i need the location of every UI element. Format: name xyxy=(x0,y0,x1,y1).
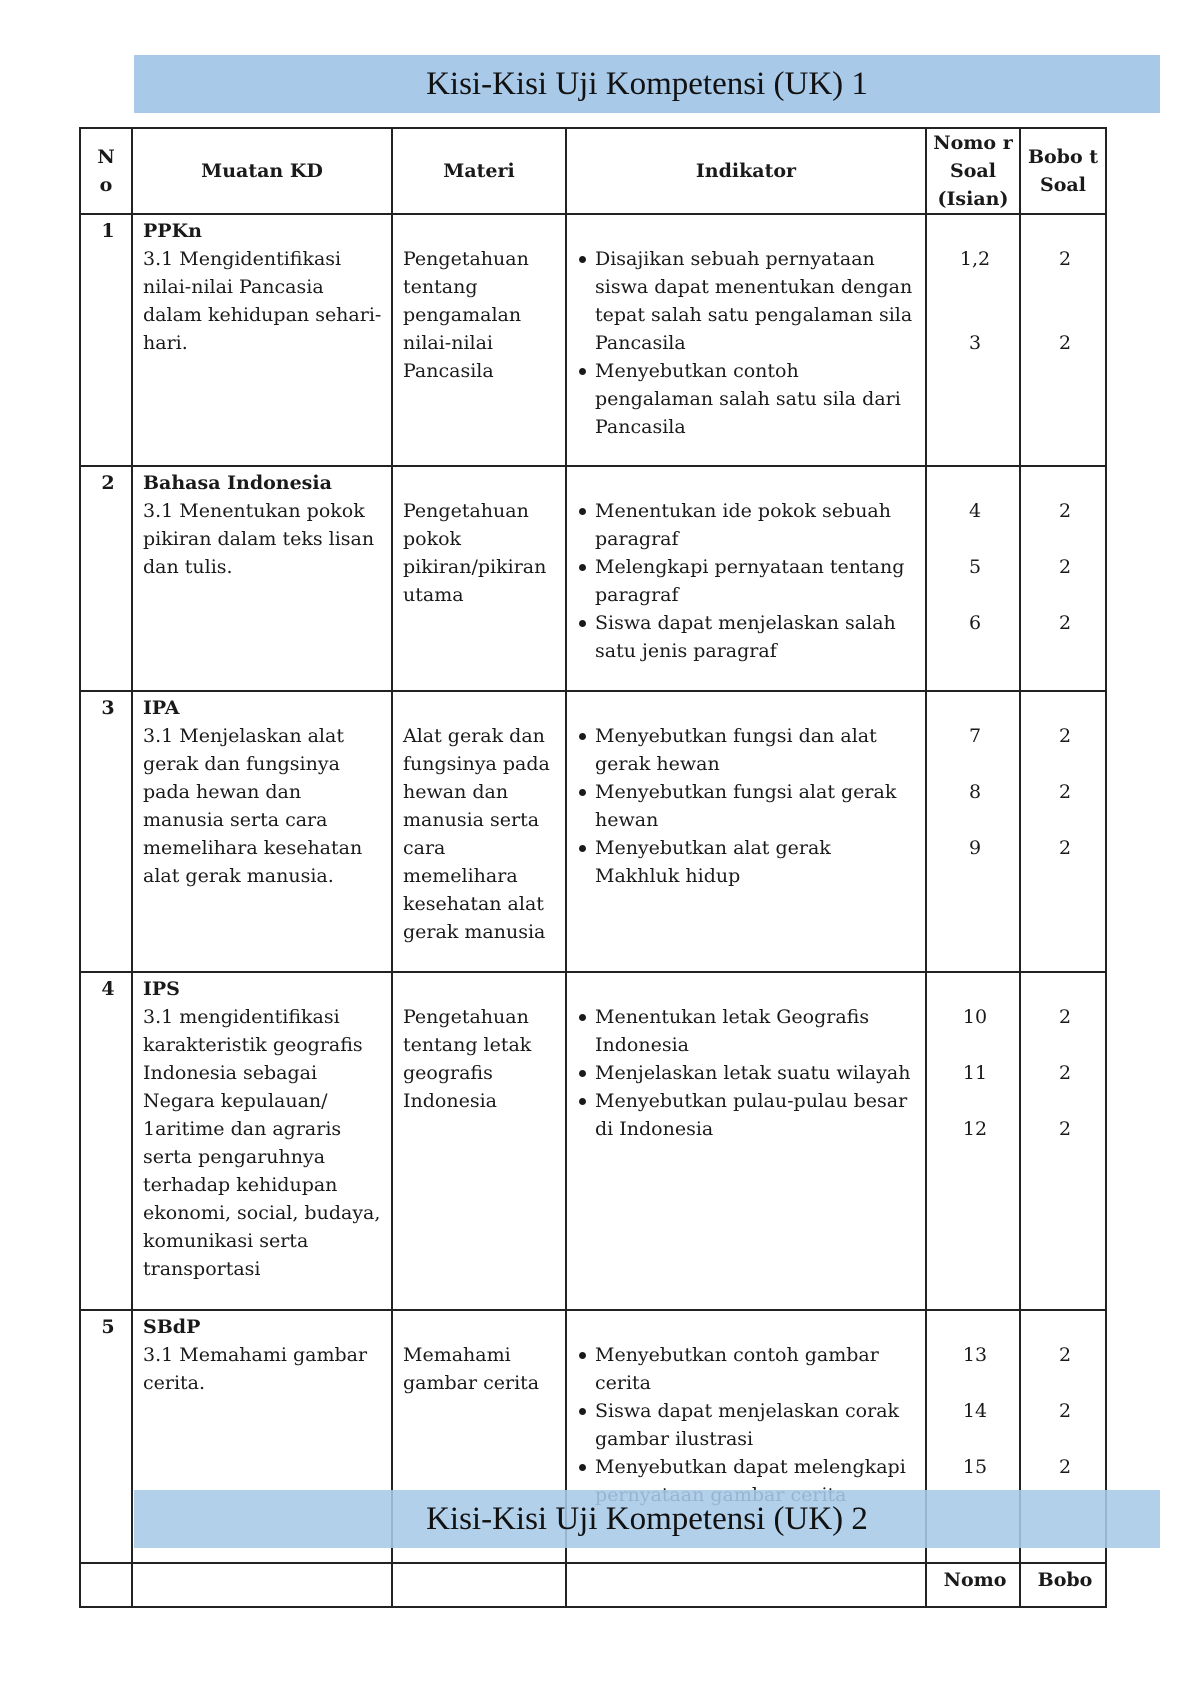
nomor-soal-value: 1,2 xyxy=(959,248,991,270)
nomor-soal-value: 4 xyxy=(968,500,982,522)
nomor-soal-value: 8 xyxy=(968,781,982,803)
indikator-list xyxy=(577,722,919,890)
bobot-soal-value: 2 xyxy=(1058,1062,1072,1084)
next-page-header-row xyxy=(80,1563,1106,1607)
subject-name: Bahasa Indonesia xyxy=(143,472,332,494)
indikator-item: Menentukan ide pokok sebuah paragraf xyxy=(577,497,919,553)
materi-text: Pengetahuan tentang pengamalan nilai-nilai Pancasila xyxy=(403,248,529,382)
bobot-soal-value: 2 xyxy=(1058,1456,1072,1478)
row-number: 1 xyxy=(80,214,132,466)
muatan-kd-cell xyxy=(132,466,392,691)
indikator-item: Menyebutkan contoh pengalaman salah satu sila dari Pancasila xyxy=(577,357,919,441)
table-row xyxy=(80,214,1106,466)
materi-text: Memahami gambar cerita xyxy=(403,1344,540,1394)
subject-name: PPKn xyxy=(143,220,202,242)
header-indikator: Indikator xyxy=(566,128,926,214)
materi-cell xyxy=(392,214,566,466)
table-header-row xyxy=(80,128,1106,214)
bobot-soal-value: 2 xyxy=(1058,725,1072,747)
nomor-soal-cell xyxy=(926,972,1020,1310)
indikator-item: Menjelaskan letak suatu wilayah xyxy=(577,1059,919,1087)
indikator-cell xyxy=(566,691,926,972)
indikator-list xyxy=(577,1341,919,1509)
kisi-kisi-table xyxy=(79,127,1107,1608)
next-header-nomor: Nomo xyxy=(926,1563,1020,1607)
nomor-soal-value: 9 xyxy=(968,837,982,859)
indikator-item: Menyebutkan alat gerak Makhluk hidup xyxy=(577,834,919,890)
indikator-cell xyxy=(566,972,926,1310)
bobot-soal-value: 2 xyxy=(1058,248,1072,270)
muatan-kd-cell xyxy=(132,691,392,972)
subject-name: IPS xyxy=(143,978,180,1000)
nomor-soal-value: 13 xyxy=(962,1344,988,1366)
materi-text: Pengetahuan tentang letak geografis Indonesia xyxy=(403,1006,532,1112)
table-row xyxy=(80,691,1106,972)
indikator-cell xyxy=(566,466,926,691)
indikator-list xyxy=(577,1003,919,1143)
row-number: 5 xyxy=(80,1310,132,1563)
bobot-soal-cell xyxy=(1020,691,1106,972)
bobot-soal-cell xyxy=(1020,466,1106,691)
indikator-list xyxy=(577,497,919,665)
kd-description: 3.1 mengidentifikasi karakteristik geografis Indonesia sebagai Negara kepulauan/ 1aritime dan agraris serta pengaruhnya terhadap kehidupan ekonomi, social, budaya, komunikasi serta transportasi xyxy=(143,1006,381,1280)
row-number: 4 xyxy=(80,972,132,1310)
indikator-item: Siswa dapat menjelaskan salah satu jenis paragraf xyxy=(577,609,919,665)
kd-description: 3.1 Mengidentifikasi nilai-nilai Pancasia dalam kehidupan sehari-hari. xyxy=(143,248,382,354)
nomor-soal-value: 3 xyxy=(968,332,982,354)
row-number: 2 xyxy=(80,466,132,691)
nomor-soal-value: 6 xyxy=(968,612,982,634)
header-bobot-soal: Bobo t Soal xyxy=(1020,128,1106,214)
header-nomor-soal: Nomo r Soal (Isian) xyxy=(926,128,1020,214)
bobot-soal-value: 2 xyxy=(1058,1400,1072,1422)
bobot-soal-value: 2 xyxy=(1058,781,1072,803)
nomor-soal-value: 12 xyxy=(962,1118,988,1140)
bobot-soal-value: 2 xyxy=(1058,1006,1072,1028)
indikator-item: Melengkapi pernyataan tentang paragraf xyxy=(577,553,919,609)
bobot-soal-value: 2 xyxy=(1058,1344,1072,1366)
kd-description: 3.1 Memahami gambar cerita. xyxy=(143,1344,368,1394)
bobot-soal-value: 2 xyxy=(1058,556,1072,578)
bobot-soal-value: 2 xyxy=(1058,837,1072,859)
indikator-item: Siswa dapat menjelaskan corak gambar ilustrasi xyxy=(577,1397,919,1453)
bobot-soal-value: 2 xyxy=(1058,612,1072,634)
indikator-item: Menyebutkan pulau-pulau besar di Indonesia xyxy=(577,1087,919,1143)
materi-cell xyxy=(392,972,566,1310)
indikator-item: Disajikan sebuah pernyataan siswa dapat menentukan dengan tepat salah satu pengalaman sila Pancasila xyxy=(577,245,919,357)
row-number: 3 xyxy=(80,691,132,972)
table-row xyxy=(80,466,1106,691)
nomor-soal-value: 10 xyxy=(962,1006,988,1028)
page-title-uk1: Kisi-Kisi Uji Kompetensi (UK) 1 xyxy=(134,55,1160,113)
indikator-list xyxy=(577,245,919,441)
materi-cell xyxy=(392,466,566,691)
bobot-soal-value: 2 xyxy=(1058,1118,1072,1140)
indikator-cell xyxy=(566,214,926,466)
indikator-item: Menentukan letak Geografis Indonesia xyxy=(577,1003,919,1059)
kd-description: 3.1 Menentukan pokok pikiran dalam teks lisan dan tulis. xyxy=(143,500,375,578)
nomor-soal-value: 15 xyxy=(962,1456,988,1478)
indikator-item: Menyebutkan fungsi alat gerak hewan xyxy=(577,778,919,834)
table-row xyxy=(80,972,1106,1310)
materi-text: Pengetahuan pokok pikiran/pikiran utama xyxy=(403,500,547,606)
page-title-uk2: Kisi-Kisi Uji Kompetensi (UK) 2 xyxy=(134,1490,1160,1548)
bobot-soal-value: 2 xyxy=(1058,332,1072,354)
header-no: N o xyxy=(80,128,132,214)
bobot-soal-value: 2 xyxy=(1058,500,1072,522)
nomor-soal-cell xyxy=(926,214,1020,466)
nomor-soal-value: 11 xyxy=(962,1062,988,1084)
indikator-item: Menyebutkan dapat melengkapi xyxy=(577,1453,919,1509)
nomor-soal-value: 14 xyxy=(962,1400,988,1422)
next-header-bobot: Bobo xyxy=(1020,1563,1106,1607)
materi-text: Alat gerak dan fungsinya pada hewan dan manusia serta cara memelihara kesehatan alat gerak manusia xyxy=(403,725,550,943)
kd-description: 3.1 Menjelaskan alat gerak dan fungsinya pada hewan dan manusia serta cara memelihara kesehatan alat gerak manusia. xyxy=(143,725,363,887)
bobot-soal-cell xyxy=(1020,972,1106,1310)
nomor-soal-cell xyxy=(926,466,1020,691)
subject-name: IPA xyxy=(143,697,180,719)
nomor-soal-cell xyxy=(926,691,1020,972)
muatan-kd-cell xyxy=(132,972,392,1310)
indikator-item: Menyebutkan fungsi dan alat gerak hewan xyxy=(577,722,919,778)
nomor-soal-value: 7 xyxy=(968,725,982,747)
nomor-soal-value: 5 xyxy=(968,556,982,578)
header-muatan-kd: Muatan KD xyxy=(132,128,392,214)
subject-name: SBdP xyxy=(143,1316,201,1338)
materi-cell xyxy=(392,691,566,972)
bobot-soal-cell xyxy=(1020,214,1106,466)
header-materi: Materi xyxy=(392,128,566,214)
indikator-item: Menyebutkan contoh gambar cerita xyxy=(577,1341,919,1397)
muatan-kd-cell xyxy=(132,214,392,466)
